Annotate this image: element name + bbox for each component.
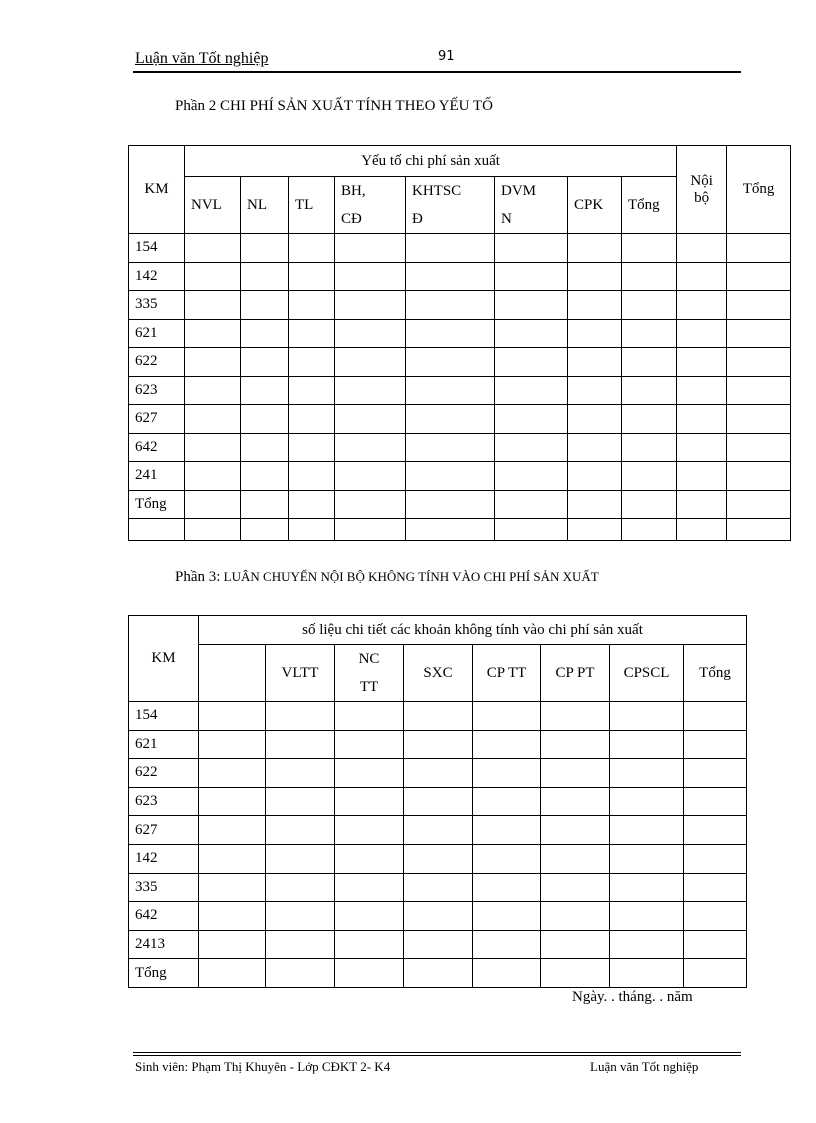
empty-cell	[185, 262, 241, 291]
empty-cell	[727, 433, 791, 462]
row-label: 335	[129, 291, 185, 320]
empty-cell	[289, 462, 335, 491]
empty-cell	[727, 519, 791, 541]
row-label: Tổng	[129, 490, 185, 519]
empty-cell	[185, 348, 241, 377]
empty-cell	[495, 519, 568, 541]
empty-cell	[622, 234, 677, 263]
empty-cell	[610, 902, 684, 931]
empty-cell	[677, 519, 727, 541]
empty-cell	[199, 759, 266, 788]
empty-cell	[495, 234, 568, 263]
empty-cell	[568, 234, 622, 263]
empty-cell	[568, 348, 622, 377]
empty-cell	[568, 519, 622, 541]
empty-cell	[727, 376, 791, 405]
empty-cell	[677, 234, 727, 263]
row-label: 621	[129, 319, 185, 348]
row-label: 623	[129, 787, 199, 816]
row-label: 142	[129, 262, 185, 291]
column-header	[199, 645, 266, 702]
cost-by-element-table	[128, 145, 791, 541]
empty-cell	[541, 702, 610, 731]
empty-cell	[241, 234, 289, 263]
row-label: 622	[129, 348, 185, 377]
footer-thesis-label: Luận văn Tốt nghiệp	[590, 1059, 699, 1074]
column-header-line1: NVL	[191, 196, 222, 213]
empty-cell	[335, 702, 404, 731]
empty-cell	[727, 348, 791, 377]
empty-cell	[199, 930, 266, 959]
empty-cell	[568, 433, 622, 462]
internal-transfer-table	[128, 615, 747, 988]
table-row	[129, 319, 791, 348]
empty-cell	[241, 376, 289, 405]
page-number: 91	[438, 49, 455, 64]
empty-cell	[622, 462, 677, 491]
column-header-line1: CPK	[574, 196, 604, 213]
empty-cell	[335, 873, 404, 902]
part3-title	[175, 569, 599, 586]
empty-cell	[241, 262, 289, 291]
column-header	[289, 177, 335, 234]
table-row	[129, 730, 747, 759]
empty-cell	[199, 959, 266, 988]
empty-cell	[677, 262, 727, 291]
column-header-line1: KHTSC	[412, 183, 462, 199]
column-header	[610, 645, 684, 702]
table-row	[129, 291, 791, 320]
empty-cell	[568, 291, 622, 320]
empty-cell	[241, 405, 289, 434]
empty-cell	[404, 730, 473, 759]
table-row	[129, 902, 747, 931]
empty-cell	[185, 319, 241, 348]
row-label: 335	[129, 873, 199, 902]
empty-cell	[568, 262, 622, 291]
empty-cell	[622, 490, 677, 519]
empty-cell	[185, 234, 241, 263]
row-label: 622	[129, 759, 199, 788]
empty-cell	[335, 759, 404, 788]
empty-cell	[289, 262, 335, 291]
empty-cell	[335, 462, 406, 491]
part3-title-rest: LUÂN CHUYỂN NỘI BỘ KHÔNG TÍNH VÀO CHI PHÍ SẢN XUẤT	[220, 569, 599, 584]
empty-cell	[684, 959, 747, 988]
empty-cell	[335, 930, 404, 959]
table-row	[129, 462, 791, 491]
column-header-line1: NL	[247, 196, 267, 213]
empty-cell	[199, 902, 266, 931]
footer-rule	[133, 1052, 741, 1053]
table-row	[129, 816, 747, 845]
empty-cell	[622, 433, 677, 462]
column-header	[541, 645, 610, 702]
empty-cell	[185, 291, 241, 320]
empty-cell	[495, 462, 568, 491]
row-label: 642	[129, 902, 199, 931]
empty-cell	[335, 262, 406, 291]
column-header-line1: SXC	[423, 664, 453, 681]
table-row	[129, 759, 747, 788]
empty-cell	[404, 759, 473, 788]
column-header	[185, 177, 241, 234]
empty-cell	[495, 490, 568, 519]
empty-cell	[335, 433, 406, 462]
empty-cell	[622, 319, 677, 348]
row-label: 642	[129, 433, 185, 462]
empty-cell	[266, 844, 335, 873]
empty-cell	[541, 759, 610, 788]
empty-cell	[404, 902, 473, 931]
empty-cell	[406, 348, 495, 377]
empty-cell	[727, 319, 791, 348]
empty-cell	[568, 319, 622, 348]
empty-cell	[266, 702, 335, 731]
column-header-line1: BH,	[341, 183, 366, 199]
empty-cell	[335, 902, 404, 931]
empty-cell	[241, 348, 289, 377]
empty-cell	[404, 702, 473, 731]
empty-cell	[185, 462, 241, 491]
empty-cell	[541, 902, 610, 931]
empty-cell	[335, 816, 404, 845]
empty-cell	[473, 730, 541, 759]
empty-cell	[684, 873, 747, 902]
empty-cell	[727, 490, 791, 519]
column-header	[622, 177, 677, 234]
empty-cell	[727, 234, 791, 263]
empty-cell	[266, 959, 335, 988]
empty-cell	[622, 405, 677, 434]
empty-cell	[677, 291, 727, 320]
empty-cell	[335, 490, 406, 519]
row-label: 623	[129, 376, 185, 405]
empty-cell	[404, 816, 473, 845]
empty-cell	[185, 433, 241, 462]
empty-cell	[406, 490, 495, 519]
column-header-line2: Đ	[412, 211, 423, 227]
empty-cell	[684, 816, 747, 845]
column-header	[406, 177, 495, 234]
empty-cell	[541, 873, 610, 902]
column-header	[684, 645, 747, 702]
empty-cell	[241, 433, 289, 462]
empty-cell	[406, 262, 495, 291]
empty-cell	[473, 873, 541, 902]
row-label: 627	[129, 816, 199, 845]
empty-cell	[495, 291, 568, 320]
table-row	[129, 262, 791, 291]
column-header-line2: CĐ	[341, 211, 362, 227]
km-header: KM	[129, 146, 185, 234]
empty-cell	[684, 759, 747, 788]
empty-cell	[241, 319, 289, 348]
empty-cell	[473, 844, 541, 873]
part2-title: Phần 2 CHI PHÍ SẢN XUẤT TÍNH THEO YẾU TỐ	[175, 98, 493, 114]
row-label: Tổng	[129, 959, 199, 988]
row-label: 627	[129, 405, 185, 434]
table-row	[129, 787, 747, 816]
empty-cell	[335, 376, 406, 405]
empty-cell	[495, 262, 568, 291]
empty-cell	[541, 816, 610, 845]
header-title: Luận văn Tốt nghiệp	[135, 50, 269, 67]
empty-cell	[266, 759, 335, 788]
empty-cell	[199, 730, 266, 759]
empty-cell	[677, 462, 727, 491]
empty-cell	[266, 873, 335, 902]
empty-cell	[335, 348, 406, 377]
column-header-line1: TL	[295, 196, 314, 213]
empty-cell	[622, 348, 677, 377]
empty-cell	[241, 519, 289, 541]
table-row	[129, 702, 747, 731]
empty-cell	[335, 319, 406, 348]
empty-cell	[684, 930, 747, 959]
empty-cell	[289, 234, 335, 263]
empty-cell	[677, 376, 727, 405]
empty-cell	[473, 759, 541, 788]
column-header	[473, 645, 541, 702]
row-label: 154	[129, 702, 199, 731]
empty-cell	[289, 319, 335, 348]
empty-cell	[684, 730, 747, 759]
empty-cell	[622, 262, 677, 291]
empty-cell	[335, 519, 406, 541]
column-header-line2: N	[501, 211, 512, 227]
empty-cell	[335, 291, 406, 320]
column-header-line1: NC	[358, 651, 380, 667]
empty-cell	[473, 930, 541, 959]
table-row	[129, 405, 791, 434]
empty-cell	[199, 844, 266, 873]
column-header-line1: Tổng	[699, 664, 731, 681]
empty-cell	[406, 291, 495, 320]
empty-cell	[610, 759, 684, 788]
empty-cell	[406, 433, 495, 462]
table-row	[129, 433, 791, 462]
row-label: 154	[129, 234, 185, 263]
empty-cell	[610, 702, 684, 731]
empty-cell	[241, 462, 289, 491]
empty-cell	[610, 787, 684, 816]
km-header: KM	[129, 616, 199, 702]
table-row	[129, 930, 747, 959]
header-rule	[133, 71, 741, 73]
empty-cell	[684, 702, 747, 731]
empty-cell	[610, 930, 684, 959]
part3-title-prefix: Phần 3:	[175, 569, 221, 585]
column-header-line1: Tổng	[628, 196, 660, 213]
empty-cell	[404, 930, 473, 959]
empty-cell	[406, 405, 495, 434]
empty-cell	[241, 490, 289, 519]
empty-cell	[677, 490, 727, 519]
noibo-header	[677, 146, 727, 234]
empty-cell	[404, 787, 473, 816]
empty-cell	[568, 405, 622, 434]
empty-cell	[495, 376, 568, 405]
empty-cell	[406, 234, 495, 263]
empty-cell	[404, 959, 473, 988]
noibo-label-line1: Nội	[690, 172, 713, 189]
empty-cell	[406, 519, 495, 541]
empty-cell	[266, 902, 335, 931]
column-header-line1: CPSCL	[623, 664, 670, 681]
empty-cell	[335, 844, 404, 873]
empty-cell	[404, 873, 473, 902]
empty-cell	[266, 787, 335, 816]
empty-cell	[199, 873, 266, 902]
empty-cell	[495, 405, 568, 434]
empty-cell	[727, 405, 791, 434]
empty-cell	[727, 291, 791, 320]
empty-cell	[335, 959, 404, 988]
group-header: Yếu tố chi phí sản xuất	[185, 146, 677, 177]
empty-cell	[266, 730, 335, 759]
column-header-line1: VLTT	[281, 664, 319, 681]
empty-cell	[610, 844, 684, 873]
empty-cell	[677, 348, 727, 377]
table-row	[129, 959, 747, 988]
empty-cell	[185, 376, 241, 405]
column-header-line1: DVM	[501, 183, 537, 199]
empty-cell	[541, 730, 610, 759]
empty-cell	[335, 405, 406, 434]
empty-cell	[335, 787, 404, 816]
column-header	[266, 645, 335, 702]
empty-cell	[622, 519, 677, 541]
column-header	[404, 645, 473, 702]
empty-cell	[335, 730, 404, 759]
row-label	[129, 519, 185, 541]
empty-cell	[568, 462, 622, 491]
empty-cell	[473, 702, 541, 731]
date-line: Ngày. . tháng. . năm	[572, 989, 693, 1005]
empty-cell	[289, 291, 335, 320]
column-header	[568, 177, 622, 234]
empty-cell	[473, 902, 541, 931]
empty-cell	[266, 930, 335, 959]
empty-cell	[568, 376, 622, 405]
empty-cell	[335, 234, 406, 263]
row-label: 2413	[129, 930, 199, 959]
empty-cell	[677, 433, 727, 462]
empty-cell	[199, 702, 266, 731]
empty-cell	[241, 291, 289, 320]
empty-cell	[473, 787, 541, 816]
empty-cell	[406, 319, 495, 348]
empty-cell	[541, 959, 610, 988]
empty-cell	[406, 462, 495, 491]
table-row	[129, 490, 791, 519]
empty-cell	[727, 262, 791, 291]
empty-cell	[541, 787, 610, 816]
empty-cell	[684, 902, 747, 931]
empty-cell	[199, 787, 266, 816]
empty-cell	[185, 490, 241, 519]
empty-cell	[404, 844, 473, 873]
empty-cell	[289, 405, 335, 434]
empty-cell	[610, 873, 684, 902]
table-row	[129, 234, 791, 263]
row-label: 142	[129, 844, 199, 873]
table-row	[129, 873, 747, 902]
empty-cell	[495, 319, 568, 348]
empty-cell	[289, 490, 335, 519]
empty-cell	[677, 405, 727, 434]
empty-cell	[495, 348, 568, 377]
empty-cell	[541, 844, 610, 873]
empty-cell	[684, 787, 747, 816]
empty-cell	[684, 844, 747, 873]
noibo-label-line2: bộ	[694, 189, 710, 206]
empty-cell	[495, 433, 568, 462]
empty-cell	[289, 519, 335, 541]
column-header	[335, 645, 404, 702]
column-header	[495, 177, 568, 234]
empty-cell	[289, 348, 335, 377]
empty-cell	[473, 816, 541, 845]
empty-cell	[266, 816, 335, 845]
column-header-line2: TT	[359, 679, 379, 695]
column-header-line1: CP TT	[486, 664, 527, 681]
empty-cell	[622, 376, 677, 405]
empty-cell	[199, 816, 266, 845]
empty-cell	[610, 959, 684, 988]
empty-cell	[622, 291, 677, 320]
empty-cell	[541, 930, 610, 959]
row-label: 621	[129, 730, 199, 759]
empty-cell	[185, 405, 241, 434]
empty-cell	[473, 959, 541, 988]
empty-cell	[185, 519, 241, 541]
empty-cell	[289, 433, 335, 462]
column-header-line1: CP PT	[555, 664, 595, 681]
row-label: 241	[129, 462, 185, 491]
empty-cell	[610, 730, 684, 759]
total-header: Tổng	[727, 146, 791, 234]
footer-rule	[133, 1055, 741, 1056]
table-row	[129, 376, 791, 405]
table-row	[129, 844, 747, 873]
column-header	[241, 177, 289, 234]
column-header	[335, 177, 406, 234]
table-row	[129, 348, 791, 377]
group-header: số liệu chi tiết các khoản không tính vào chi phí sản xuất	[199, 616, 747, 645]
empty-cell	[677, 319, 727, 348]
empty-cell	[289, 376, 335, 405]
empty-cell	[727, 462, 791, 491]
empty-cell	[568, 490, 622, 519]
empty-cell	[406, 376, 495, 405]
table-row	[129, 519, 791, 541]
footer-student: Sinh viên: Phạm Thị Khuyên - Lớp CĐKT 2- K4	[135, 1059, 391, 1074]
empty-cell	[610, 816, 684, 845]
